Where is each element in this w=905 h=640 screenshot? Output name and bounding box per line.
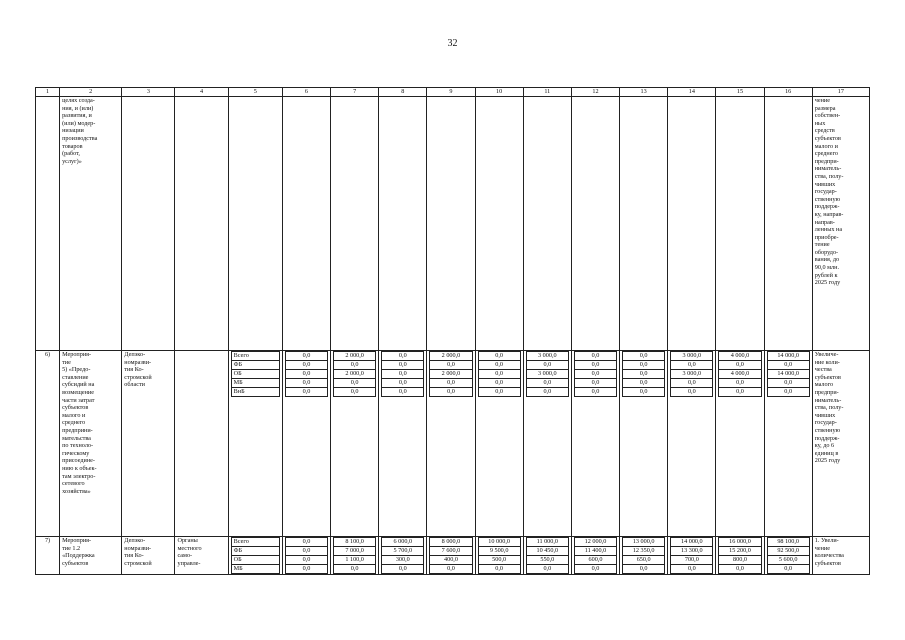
table-row-6 — [36, 351, 870, 537]
header-cell: 12 — [571, 88, 619, 97]
value: 0,0 — [767, 565, 809, 574]
cell-value — [523, 351, 571, 537]
header-cell: 16 — [764, 88, 812, 97]
source-label: ОБ — [231, 556, 279, 565]
header-cell: 1 — [36, 88, 60, 97]
value: 0,0 — [526, 565, 568, 574]
cell-value — [716, 537, 764, 575]
cell-participant: Органы местного само- управле- — [175, 537, 228, 575]
value: 9 500,0 — [478, 547, 520, 556]
value: 0,0 — [623, 565, 665, 574]
cell-source — [228, 537, 282, 575]
value: 4 000,0 — [719, 352, 761, 361]
value: 0,0 — [382, 388, 424, 397]
value: 13 300,0 — [671, 547, 713, 556]
value: 15 200,0 — [719, 547, 761, 556]
value: 0,0 — [285, 388, 327, 397]
value: 5 600,0 — [767, 556, 809, 565]
value: 4 000,0 — [719, 370, 761, 379]
value: 0,0 — [285, 379, 327, 388]
value: 98 100,0 — [767, 538, 809, 547]
value: 0,0 — [574, 388, 616, 397]
program-table — [35, 87, 870, 575]
value: 0,0 — [526, 361, 568, 370]
cell-source — [228, 351, 282, 537]
header-cell: 17 — [812, 88, 869, 97]
value: 0,0 — [382, 379, 424, 388]
value: 2 000,0 — [334, 370, 376, 379]
source-label: ВнБ — [231, 388, 279, 397]
source-label: Всего — [231, 352, 279, 361]
value: 0,0 — [478, 388, 520, 397]
cell-value — [668, 351, 716, 537]
value: 0,0 — [285, 538, 327, 547]
cell-value — [620, 97, 668, 351]
value: 14 000,0 — [671, 538, 713, 547]
value: 14 000,0 — [767, 352, 809, 361]
cell-number — [36, 97, 60, 351]
cell-value — [331, 537, 379, 575]
value: 10 000,0 — [478, 538, 520, 547]
value: 0,0 — [334, 388, 376, 397]
header-cell: 13 — [620, 88, 668, 97]
value: 0,0 — [623, 352, 665, 361]
value: 7 000,0 — [334, 547, 376, 556]
value: 550,0 — [526, 556, 568, 565]
value: 0,0 — [574, 565, 616, 574]
cell-value — [379, 97, 427, 351]
value: 5 700,0 — [382, 547, 424, 556]
value: 0,0 — [671, 388, 713, 397]
header-cell: 10 — [475, 88, 523, 97]
header-row — [36, 88, 870, 97]
cell-value — [668, 97, 716, 351]
cell-value — [764, 537, 812, 575]
cell-participant — [175, 97, 228, 351]
value: 0,0 — [671, 565, 713, 574]
cell-result: 1. Увели- чение количества субъектов — [812, 537, 869, 575]
cell-value — [716, 351, 764, 537]
value: 0,0 — [478, 361, 520, 370]
value: 0,0 — [478, 352, 520, 361]
value: 400,0 — [430, 556, 472, 565]
value: 0,0 — [285, 352, 327, 361]
value: 0,0 — [623, 388, 665, 397]
value: 92 500,0 — [767, 547, 809, 556]
cell-name: Мероприя- тие 5) «Предо- ставление субсидий на возмещение части затрат субъектов малого и среднего предприни- мательства по техноло- гическому присоедине- нию к объек- там электро- сетевого хозяйства» — [60, 351, 122, 537]
value: 600,0 — [574, 556, 616, 565]
value: 2 000,0 — [334, 352, 376, 361]
value: 0,0 — [334, 379, 376, 388]
cell-value — [282, 351, 330, 537]
cell-value — [571, 351, 619, 537]
value: 0,0 — [574, 361, 616, 370]
cell-value — [427, 97, 475, 351]
cell-result: Увеличе- ние коли- чества субъектов малого предпри- ниматель- ства, полу- чивших государ- ственную поддерж- ку, до 6 единиц в 2025 году — [812, 351, 869, 537]
cell-source — [228, 97, 282, 351]
cell-value — [379, 537, 427, 575]
value: 0,0 — [623, 361, 665, 370]
value: 0,0 — [767, 388, 809, 397]
value: 3 000,0 — [671, 370, 713, 379]
value: 800,0 — [719, 556, 761, 565]
cell-value — [571, 97, 619, 351]
value: 0,0 — [574, 379, 616, 388]
value: 0,0 — [719, 388, 761, 397]
value: 12 350,0 — [623, 547, 665, 556]
value: 16 000,0 — [719, 538, 761, 547]
cell-value — [764, 351, 812, 537]
cell-value — [282, 537, 330, 575]
value: 0,0 — [526, 379, 568, 388]
value: 0,0 — [382, 352, 424, 361]
value: 8 000,0 — [430, 538, 472, 547]
cell-value — [668, 537, 716, 575]
cell-value — [331, 97, 379, 351]
cell-name: целях созда- ния, и (или) развития, и (или) модер- низации производства товаров (работ, услуг)» — [60, 97, 122, 351]
value: 8 100,0 — [334, 538, 376, 547]
value: 0,0 — [767, 361, 809, 370]
value: 0,0 — [719, 361, 761, 370]
value: 0,0 — [478, 379, 520, 388]
cell-value — [571, 537, 619, 575]
cell-value — [475, 97, 523, 351]
value: 0,0 — [334, 361, 376, 370]
value: 0,0 — [719, 565, 761, 574]
value: 0,0 — [623, 379, 665, 388]
value: 0,0 — [767, 379, 809, 388]
source-label: МБ — [231, 565, 279, 574]
value: 700,0 — [671, 556, 713, 565]
value: 0,0 — [574, 370, 616, 379]
cell-value — [523, 97, 571, 351]
value: 14 000,0 — [767, 370, 809, 379]
source-label: ФБ — [231, 361, 279, 370]
value: 0,0 — [285, 547, 327, 556]
value: 11 400,0 — [574, 547, 616, 556]
value: 0,0 — [623, 370, 665, 379]
value: 0,0 — [574, 352, 616, 361]
value: 0,0 — [382, 361, 424, 370]
value: 11 000,0 — [526, 538, 568, 547]
value: 12 000,0 — [574, 538, 616, 547]
cell-value — [764, 97, 812, 351]
cell-participant — [175, 351, 228, 537]
cell-value — [523, 537, 571, 575]
cell-executor: Депэко- номразви- тия Ко- стромской — [122, 537, 175, 575]
source-label: МБ — [231, 379, 279, 388]
header-cell: 5 — [228, 88, 282, 97]
value: 3 000,0 — [671, 352, 713, 361]
value: 0,0 — [671, 379, 713, 388]
value: 0,0 — [285, 565, 327, 574]
cell-value — [427, 351, 475, 537]
cell-value — [282, 97, 330, 351]
cell-value — [475, 537, 523, 575]
table-row-continuation — [36, 97, 870, 351]
value: 0,0 — [430, 361, 472, 370]
value: 500,0 — [478, 556, 520, 565]
value: 0,0 — [334, 565, 376, 574]
cell-value — [620, 351, 668, 537]
value: 2 000,0 — [430, 352, 472, 361]
value: 0,0 — [478, 565, 520, 574]
cell-result: чение размера собствен- ных средств субъектов малого и среднего предпри- ниматель- ства, полу- чивших государ- ственную поддерж- ку, направ- направ- ленных на приобре- тение оборудо- вания, до 90,0 млн. рублей к 2025 году — [812, 97, 869, 351]
cell-value — [427, 537, 475, 575]
value: 0,0 — [526, 388, 568, 397]
header-cell: 8 — [379, 88, 427, 97]
value: 0,0 — [430, 565, 472, 574]
value: 6 000,0 — [382, 538, 424, 547]
header-cell: 3 — [122, 88, 175, 97]
value: 1 100,0 — [334, 556, 376, 565]
header-cell: 2 — [60, 88, 122, 97]
value: 2 000,0 — [430, 370, 472, 379]
value: 650,0 — [623, 556, 665, 565]
cell-value — [620, 537, 668, 575]
header-cell: 4 — [175, 88, 228, 97]
cell-value — [331, 351, 379, 537]
header-cell: 11 — [523, 88, 571, 97]
value: 300,0 — [382, 556, 424, 565]
cell-executor: Депэко- номразви- тия Ко- стромской области — [122, 351, 175, 537]
source-label: ФБ — [231, 547, 279, 556]
cell-value — [475, 351, 523, 537]
value: 3 000,0 — [526, 370, 568, 379]
cell-value — [716, 97, 764, 351]
cell-number: 7) — [36, 537, 60, 575]
header-cell: 15 — [716, 88, 764, 97]
value: 0,0 — [285, 370, 327, 379]
header-cell: 6 — [282, 88, 330, 97]
source-label: Всего — [231, 538, 279, 547]
page-number: 32 — [447, 38, 458, 49]
value: 7 600,0 — [430, 547, 472, 556]
value: 0,0 — [671, 361, 713, 370]
value: 10 450,0 — [526, 547, 568, 556]
value: 0,0 — [382, 565, 424, 574]
header-cell: 9 — [427, 88, 475, 97]
source-label: ОБ — [231, 370, 279, 379]
value: 0,0 — [719, 379, 761, 388]
value: 0,0 — [430, 388, 472, 397]
value: 0,0 — [285, 556, 327, 565]
value: 0,0 — [285, 361, 327, 370]
value: 0,0 — [478, 370, 520, 379]
header-cell: 14 — [668, 88, 716, 97]
value: 3 000,0 — [526, 352, 568, 361]
table-row-7 — [36, 537, 870, 575]
cell-value — [379, 351, 427, 537]
header-cell: 7 — [331, 88, 379, 97]
value: 0,0 — [382, 370, 424, 379]
value: 0,0 — [430, 379, 472, 388]
cell-number: 6) — [36, 351, 60, 537]
value: 13 000,0 — [623, 538, 665, 547]
cell-name: Мероприя- тие 1.2 «Поддержка субъектов — [60, 537, 122, 575]
cell-executor — [122, 97, 175, 351]
